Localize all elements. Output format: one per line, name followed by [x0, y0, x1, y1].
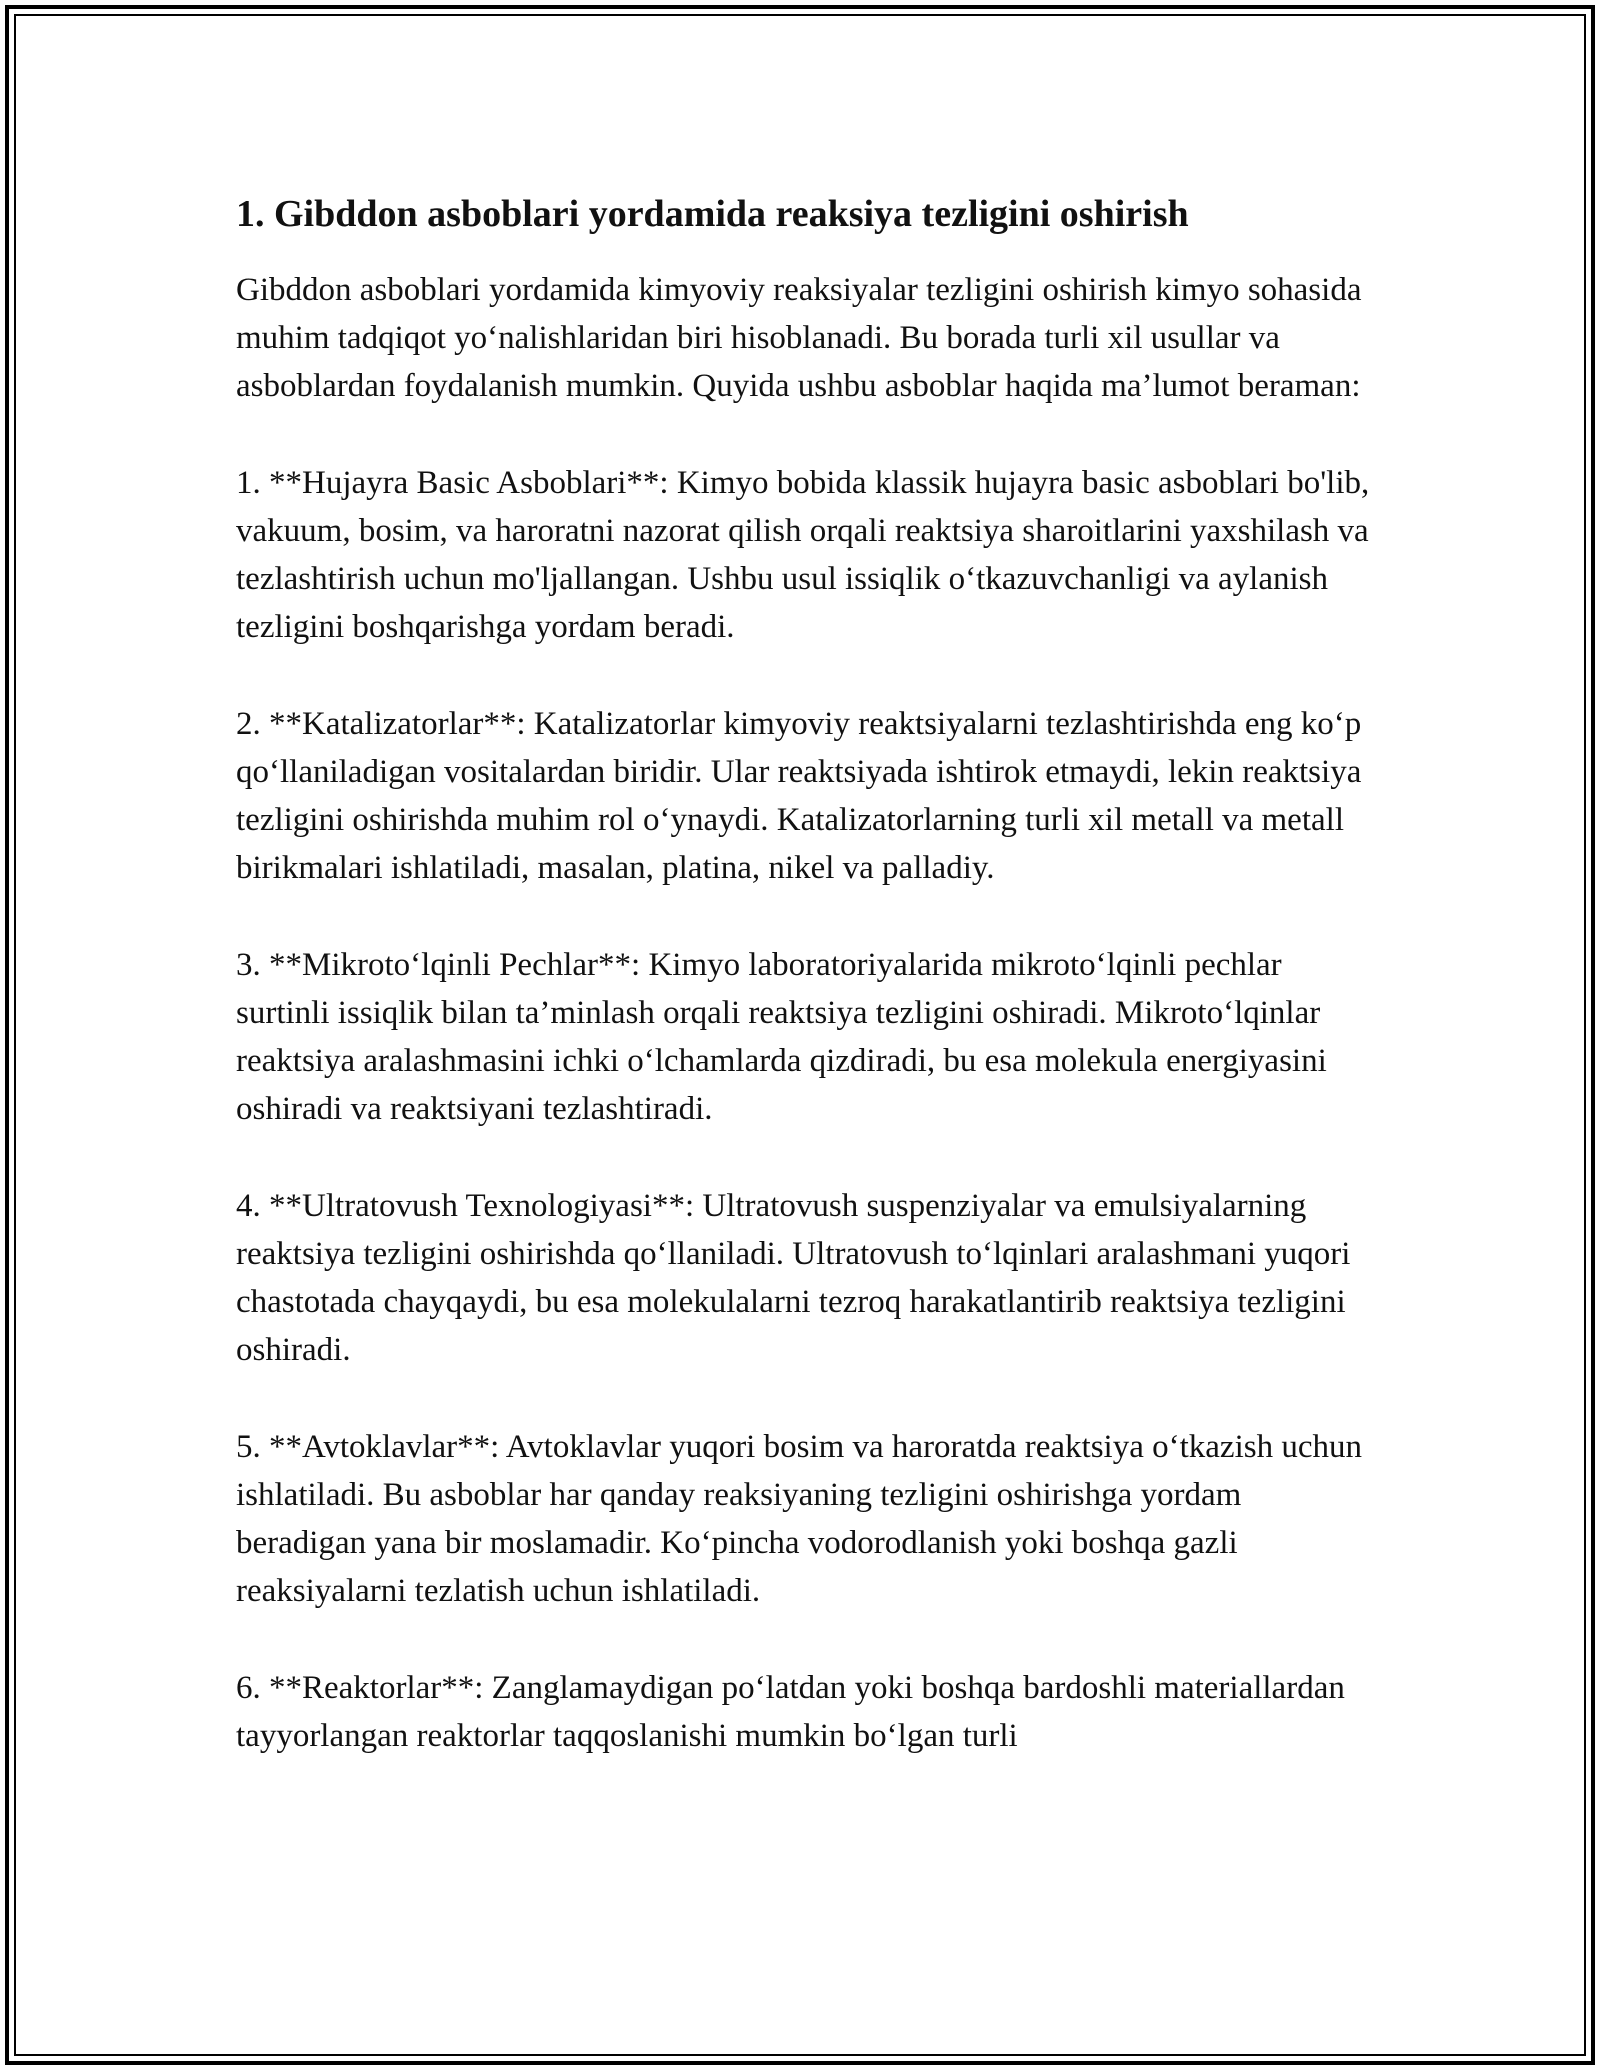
- document-body: [236, 188, 1376, 1760]
- list-item-reaktorlar: 6. **Reaktorlar**: Zanglamaydigan po‘latdan yoki boshqa bardoshli materiallardan tayyorlangan reaktorlar taqqoslanishi mumkin bo‘lgan turli: [236, 1669, 1345, 1754]
- list-item-katalizatorlar: 2. **Katalizatorlar**: Katalizatorlar kimyoviy reaktsiyalarni tezlashtirishda eng ko‘p qo‘llaniladigan vositalardan biridir. Ular reaktsiyada ishtirok etmaydi, lekin reaktsiya tezligini oshirishda muhim rol o‘ynaydi. Katalizatorlarning turli xil metall va metall birikmalari ishlatiladi, masalan, platina, nikel va palladiy.: [236, 705, 1362, 887]
- list-item-ultratovush: 4. **Ultratovush Texnologiyasi**: Ultratovush suspenziyalar va emulsiyalarning reaktsiya tezligini oshirishda qo‘llaniladi. Ultratovush to‘lqinlari aralashmani yuqori chastotada chayqaydi, bu esa molekulalarni tezroq harakatlantirib reaktsiya tezligini oshiradi.: [236, 1187, 1351, 1369]
- list-item-mikrotolqinli-pechlar: 3. **Mikroto‘lqinli Pechlar**: Kimyo laboratoriyalarida mikroto‘lqinli pechlar surtinli issiqlik bilan ta’minlash orqali reaktsiya tezligini oshiradi. Mikroto‘lqinlar reaktsiya aralashmasini ichki o‘lchamlarda qizdiradi, bu esa molekula energiyasini oshiradi va reaktsiyani tezlashtiradi.: [236, 946, 1327, 1128]
- intro-paragraph: Gibddon asboblari yordamida kimyoviy reaksiyalar tezligini oshirish kimyo sohasida muhim tadqiqot yo‘nalishlaridan biri hisoblanadi. Bu borada turli xil usullar va asboblardan foydalanish mumkin. Quyida ushbu asboblar haqida ma’lumot beraman:: [236, 272, 1362, 405]
- document-title: 1. Gibddon asboblari yordamida reaksiya tezligini oshirish: [236, 193, 1189, 235]
- list-item-avtoklavlar: 5. **Avtoklavlar**: Avtoklavlar yuqori bosim va haroratda reaktsiya o‘tkazish uchun ishlatiladi. Bu asboblar har qanday reaksiyaning tezligini oshirishga yordam beradigan yana bir moslamadir. Ko‘pincha vodorodlanish yoki boshqa gazli reaksiyalarni tezlatish uchun ishlatiladi.: [236, 1428, 1362, 1610]
- list-item-hujayra: 1. **Hujayra Basic Asboblari**: Kimyo bobida klassik hujayra basic asboblari bo'lib, vakuum, bosim, va haroratni nazorat qilish orqali reaktsiya sharoitlarini yaxshilash va tezlashtirish uchun mo'ljallangan. Ushbu usul issiqlik o‘tkazuvchanligi va aylanish tezligini boshqarishga yordam beradi.: [236, 464, 1370, 646]
